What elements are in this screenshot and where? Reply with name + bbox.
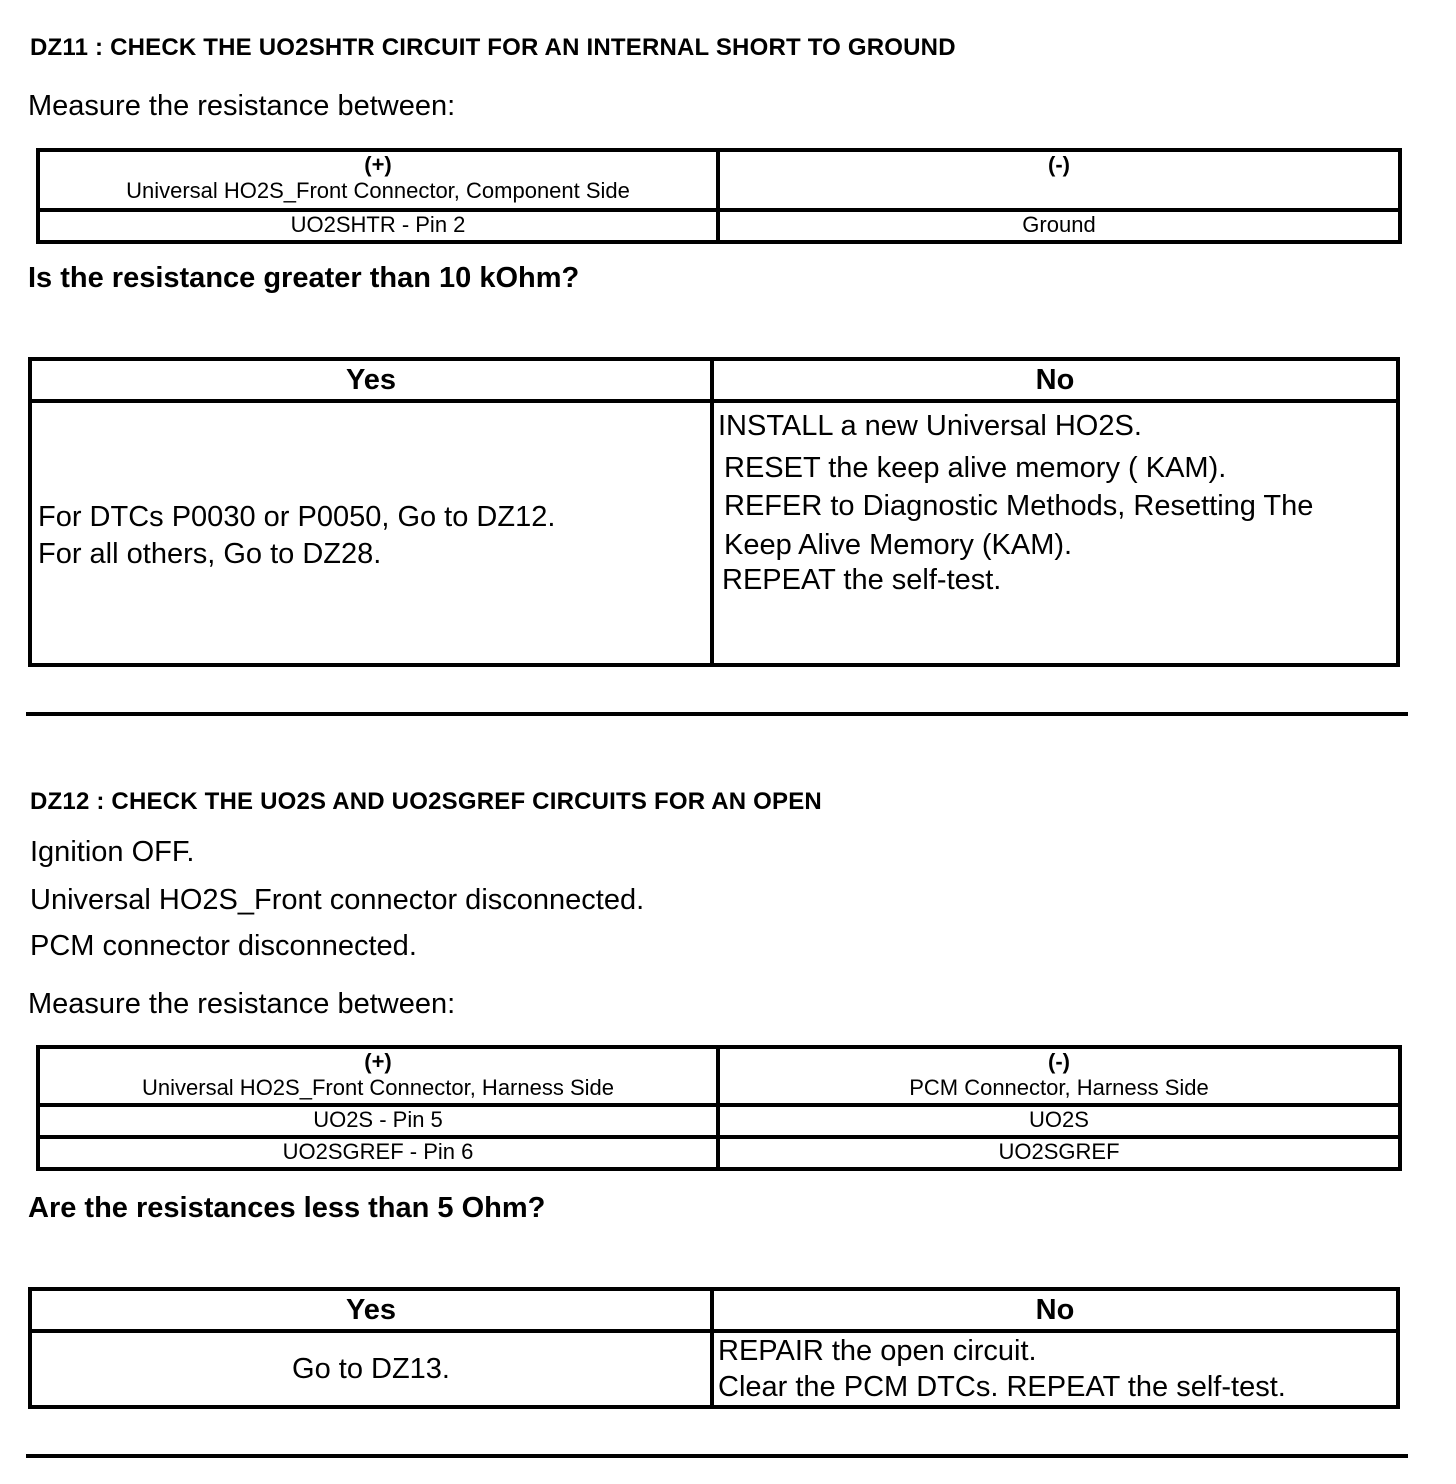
- dz12-no-cell: [712, 1331, 1398, 1407]
- dz11-decision-table: [28, 357, 1400, 667]
- dz11-row1-plus: UO2SHTR - Pin 2: [38, 210, 718, 242]
- dz12-plus-header: (+): [364, 1049, 392, 1074]
- dz11-minus-header: (-): [1048, 152, 1070, 177]
- dz12-minus-header-cell: [718, 1047, 1400, 1105]
- dz11-no-line-3: REFER to Diagnostic Methods, Resetting The: [724, 490, 1314, 522]
- dz12-yes-header: Yes: [30, 1289, 712, 1331]
- dz11-plus-header-cell: [38, 150, 718, 210]
- dz12-plus-header-cell: [38, 1047, 718, 1105]
- dz12-plus-sub: Universal HO2S_Front Connector, Harness Side: [142, 1075, 614, 1100]
- dz12-row2-plus: UO2SGREF - Pin 6: [38, 1137, 718, 1169]
- dz11-minus-header-cell: [718, 150, 1400, 210]
- section-divider: [26, 1454, 1408, 1458]
- dz11-measure-table: [36, 148, 1402, 244]
- dz11-question: Is the resistance greater than 10 kOhm?: [28, 262, 580, 294]
- dz11-yes-header: Yes: [30, 359, 712, 401]
- dz12-condition-1: Ignition OFF.: [30, 836, 195, 868]
- dz11-no-line-1: INSTALL a new Universal HO2S.: [718, 410, 1142, 442]
- dz12-instruction: Measure the resistance between:: [28, 988, 456, 1020]
- dz12-decision-table: [28, 1287, 1400, 1409]
- dz11-no-line-2: RESET the keep alive memory ( KAM).: [724, 452, 1227, 484]
- dz12-minus-header: (-): [1048, 1049, 1070, 1074]
- dz11-yes-line-1: For DTCs P0030 or P0050, Go to DZ12.: [38, 501, 556, 533]
- dz12-yes-cell: [30, 1331, 712, 1407]
- dz12-question: Are the resistances less than 5 Ohm?: [28, 1192, 546, 1224]
- dz11-yes-line-2: For all others, Go to DZ28.: [38, 538, 382, 570]
- dz12-no-line-1: REPAIR the open circuit.: [718, 1335, 1037, 1367]
- section-divider: [26, 712, 1408, 716]
- dz11-plus-sub: Universal HO2S_Front Connector, Component Side: [126, 178, 630, 203]
- dz11-title: DZ11 : CHECK THE UO2SHTR CIRCUIT FOR AN INTERNAL SHORT TO GROUND: [30, 34, 956, 61]
- dz12-condition-3: PCM connector disconnected.: [30, 930, 417, 962]
- dz12-row1-minus: UO2S: [718, 1105, 1400, 1137]
- dz12-measure-table: [36, 1045, 1402, 1171]
- table-row: [38, 1105, 1400, 1137]
- dz12-no-line-2: Clear the PCM DTCs. REPEAT the self-test.: [718, 1371, 1286, 1403]
- dz12-no-header: No: [712, 1289, 1398, 1331]
- table-row: [38, 210, 1400, 242]
- dz12-minus-sub: PCM Connector, Harness Side: [909, 1075, 1209, 1100]
- dz12-row2-minus: UO2SGREF: [718, 1137, 1400, 1169]
- dz11-no-line-5: REPEAT the self-test.: [722, 564, 1002, 596]
- table-row: [38, 1137, 1400, 1169]
- dz11-row1-minus: Ground: [718, 210, 1400, 242]
- dz11-instruction: Measure the resistance between:: [28, 90, 456, 122]
- dz11-yes-cell: [30, 401, 712, 665]
- dz12-condition-2: Universal HO2S_Front connector disconnected.: [30, 884, 645, 916]
- dz12-yes-text: Go to DZ13.: [292, 1353, 450, 1385]
- dz12-title: DZ12 : CHECK THE UO2S AND UO2SGREF CIRCUITS FOR AN OPEN: [30, 788, 822, 815]
- dz12-row1-plus: UO2S - Pin 5: [38, 1105, 718, 1137]
- dz11-plus-header: (+): [364, 152, 392, 177]
- dz11-no-line-4: Keep Alive Memory (KAM).: [724, 529, 1073, 561]
- dz11-no-cell: [712, 401, 1398, 665]
- dz11-no-header: No: [712, 359, 1398, 401]
